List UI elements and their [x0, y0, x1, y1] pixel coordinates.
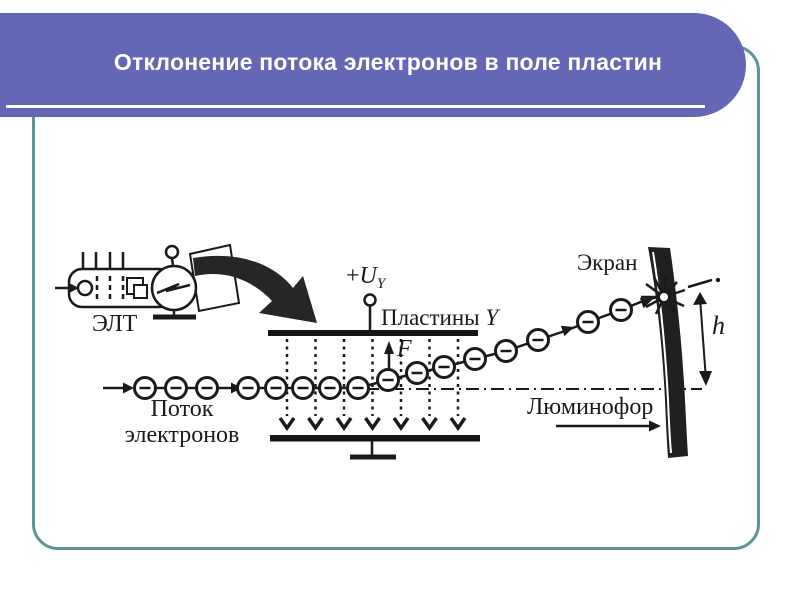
plates-label: Пластины Y: [381, 305, 499, 330]
screen-label: Экран: [577, 250, 638, 275]
h-label: h: [712, 311, 725, 340]
page-title: Отклонение потока электронов в поле пластин: [113, 48, 663, 75]
voltage-label: $+U_Y$: [346, 263, 386, 292]
luminophore-arrow: [556, 421, 661, 432]
force-arrow: [384, 341, 394, 372]
beam-label: Поток электронов: [124, 396, 240, 448]
luminophore-label: Люминофор: [527, 394, 654, 420]
crt-label: ЭЛТ: [92, 311, 138, 337]
force-label: F: [397, 336, 412, 362]
crt-funnel: [190, 245, 239, 311]
